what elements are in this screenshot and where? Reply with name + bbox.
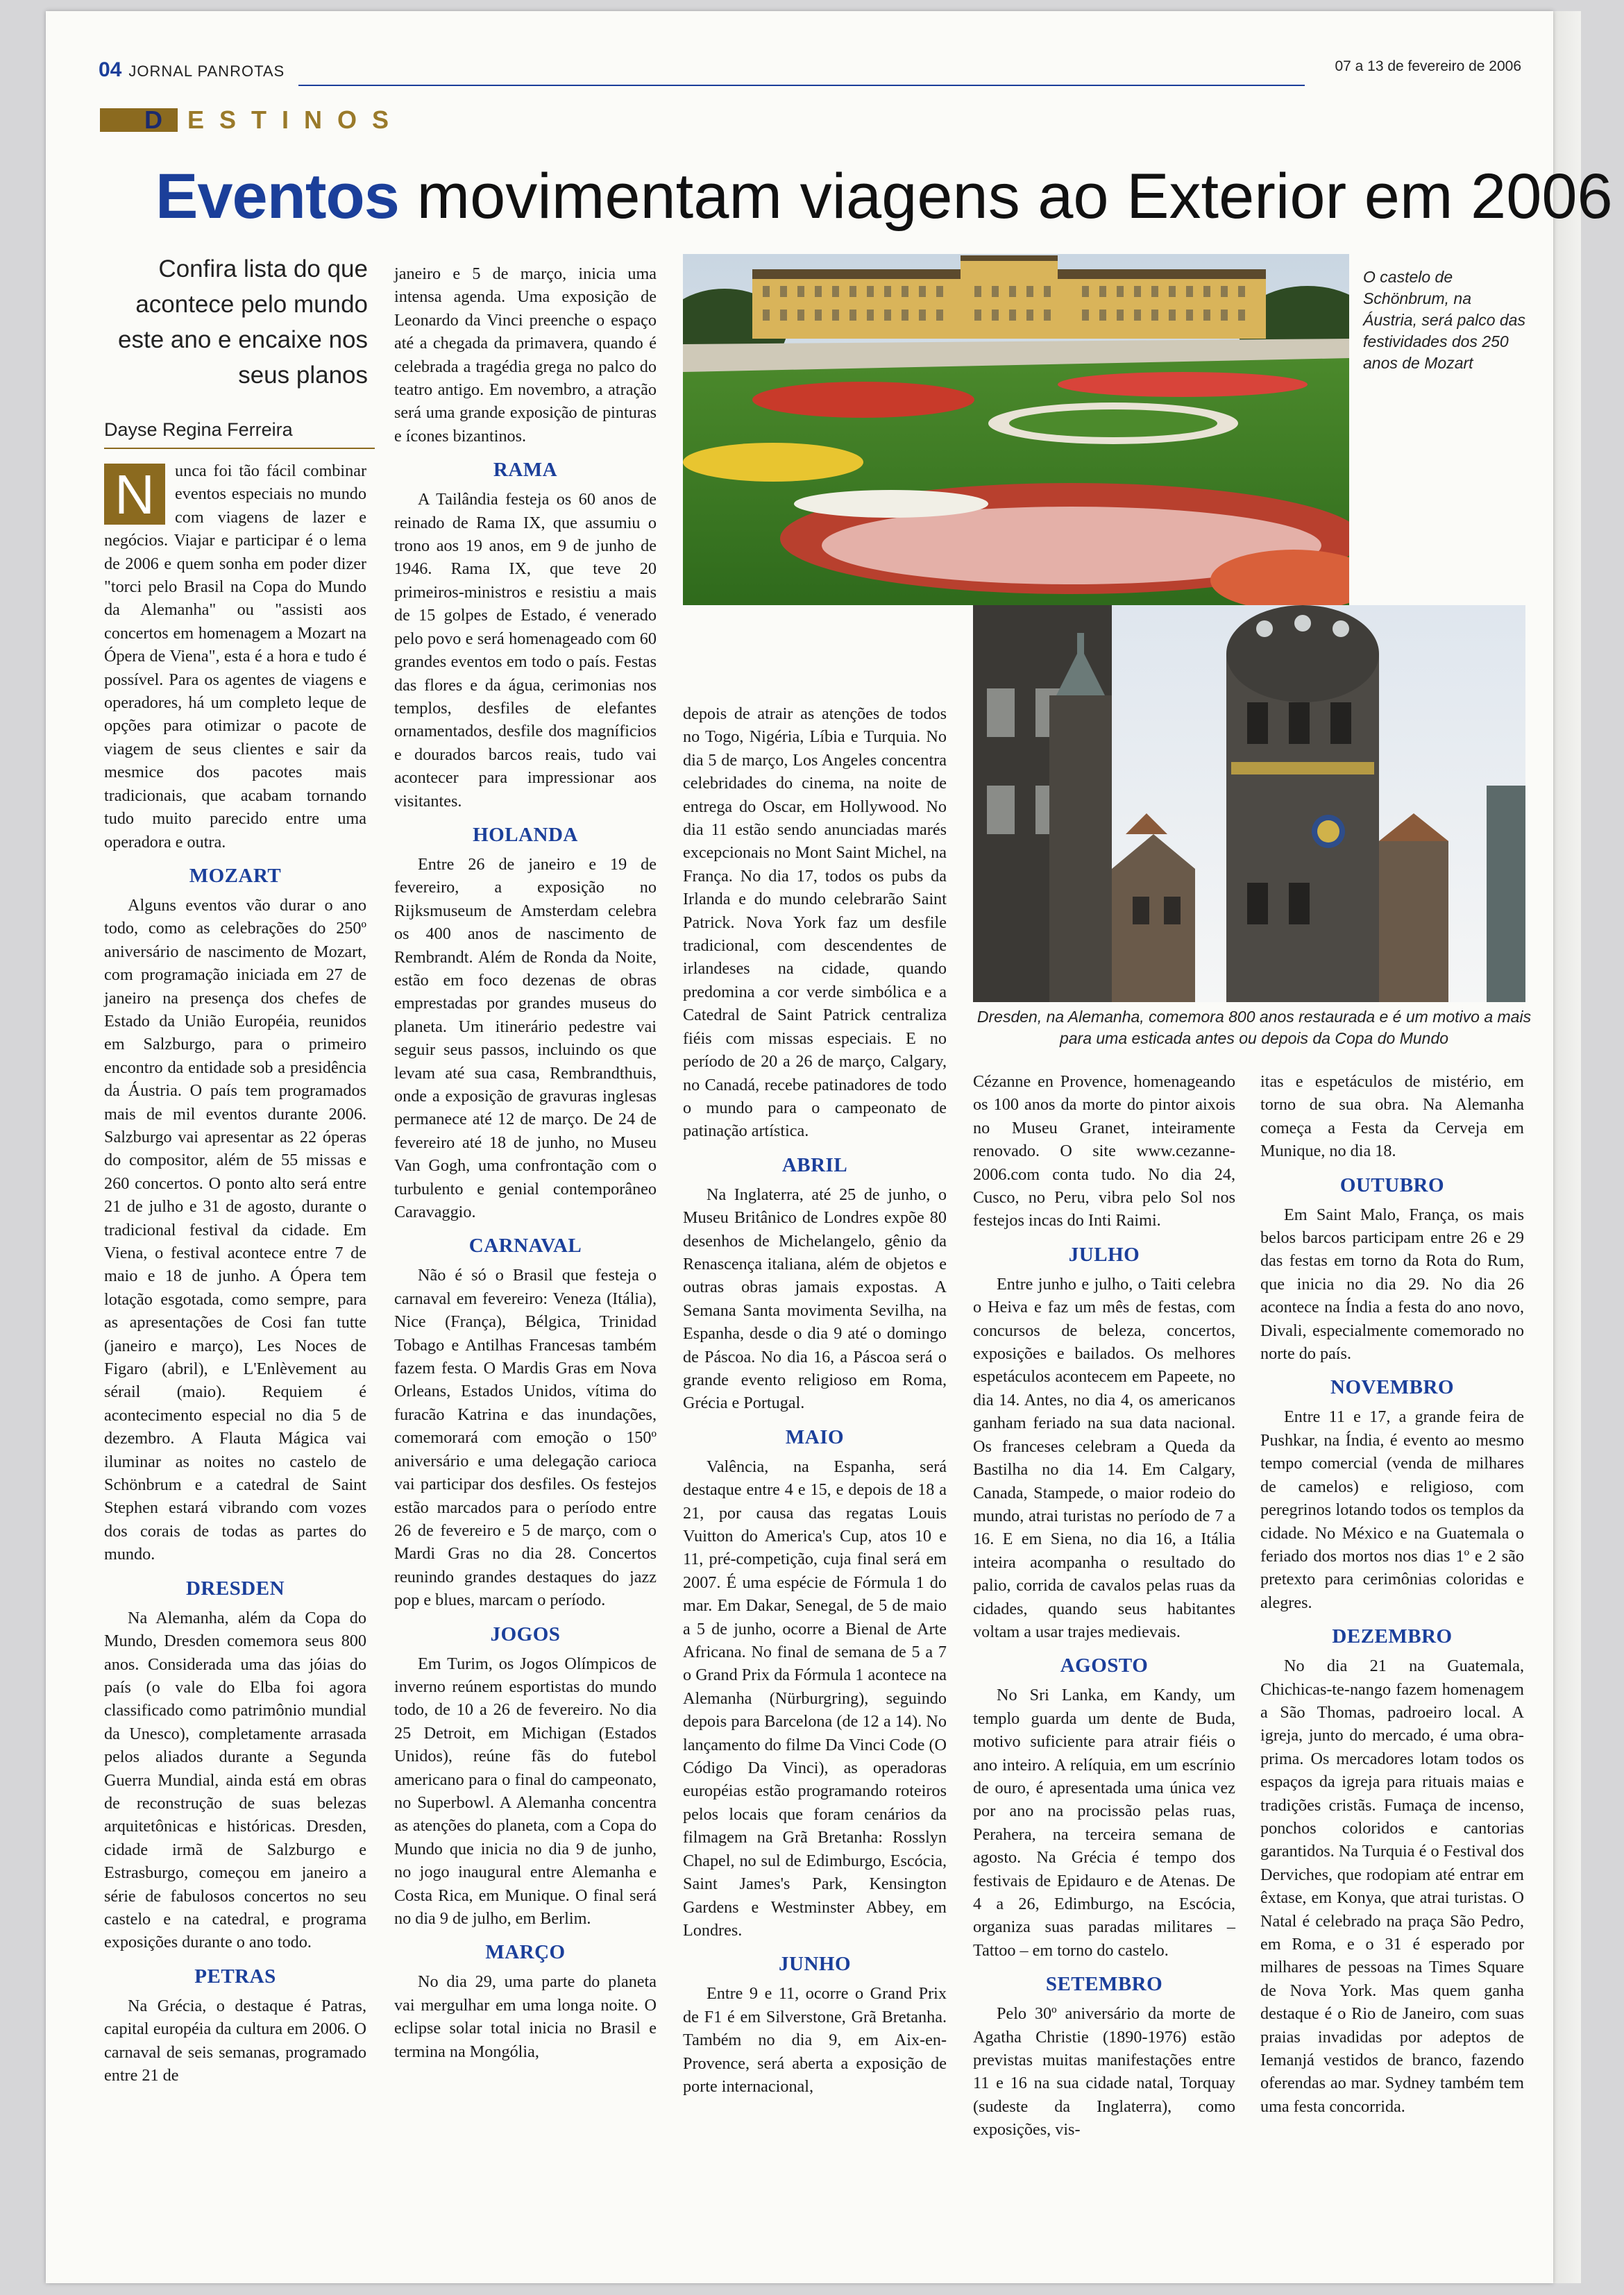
section-heading-outubro: OUTUBRO	[1339, 1174, 1445, 1196]
section-bar	[100, 108, 144, 132]
headline-rest: movimentam viagens ao Exterior em 2006	[416, 161, 1613, 232]
byline: Dayse Regina Ferreira	[104, 419, 375, 449]
column-3	[683, 702, 947, 2098]
section-heading-setembro: SETEMBRO	[1045, 1973, 1163, 1996]
paragraph-junho: Entre 9 e 11, ocorre o Grand Prix de F1 é em Silverstone, Grã Bretanha. Também no dia 9, em Aix-en-Provence, será aberta a exposição de porte internacional,	[683, 1984, 947, 2096]
paragraph-novembro: Entre 11 e 17, a grande feira de Pushkar, na Índia, é evento ao mesmo tempo comercial (venda de milhares de camelos) e religioso, com peregrinos lotando todos os templos da cidade. No México e na Guatemala o feriado dos mortos nos dias 1º e 2 são pretexto para cerimônias coloridas e alegres.	[1260, 1407, 1524, 1612]
paragraph-maio: Valência, na Espanha, será destaque entre 4 e 15, e depois de 18 a 21, por causa das regatas Louis Vuitton do America's Cup, atos 10 e 11, pré-competição, cuja final será em 2007. É uma espécie de Fórmula 1 do mar. Em Dakar, Senegal, de 5 de maio a 5 de junho, ocorre a Bienal de Arte Africana. No final de semana de 5 a 7 o Grand Prix da Fórmula 1 acontece na Alemanha (Nürburgring), seguindo depois para Barcelona (de 12 a 14). No lançamento do filme Da Vinci Code (O Código Da Vinci), as operadoras européias estão programando roteiros pelos locais que foram cenários da filmagem na Grã Bretanha: Rosslyn Chapel, no sul de Edimburgo, Escócia, Saint James's Park, Kensington Gardens e Westminster Abbey, em Londres.	[683, 1457, 947, 1940]
section-heading-jogos: JOGOS	[490, 1623, 561, 1645]
section-heading-rama: RAMA	[493, 459, 558, 482]
column-4	[973, 1070, 1235, 2142]
paragraph-petras-cont: janeiro e 5 de março, inicia uma intensa agenda. Uma exposição de Leonardo da Vinci preenche o espaço até a chegada da primavera, quando é celebrada a tragédia grega no palco do teatro antigo. Em novembro, a atração será uma grande exposição de pinturas e ícones bizantinos.	[394, 264, 657, 446]
headline	[155, 158, 1613, 242]
paragraph-marco: No dia 29, uma parte do planeta vai mergulhar em uma longa noite. O eclipse solar total inicia no Brasil e termina na Mongólia,	[394, 1972, 657, 2061]
paragraph-julho: Entre junho e julho, o Taiti celebra o Heiva e faz um mês de festas, com concursos de beleza, concertos, exposições e bailados. Os melhores espetáculos acontecem em Papeete, no dia 14. Antes, no dia 4, os americanos ganham feriado na sua data nacional. Os franceses celebram a Queda da Bastilha no dia 14. Em Calgary, Canada, Stampede, o maior rodeio do mundo, atrai turistas no período de 7 a 16. E em Siena, no dia 16, a Itália inteira acompanha o resultado do palio, corrida de cavalos pelas ruas da cidades, quando seus habitantes voltam a usar trajes medievais.	[973, 1274, 1235, 1641]
issue-date: 07 a 13 de fevereiro de 2006	[1335, 58, 1521, 74]
paragraph-jogos: Em Turim, os Jogos Olímpicos de inverno reúnem esportistas do mundo todo, de 10 a 26 de fevereiro. No dia 25 Detroit, em Michigan (Estados Unidos), reúne fãs do futebol americano para o final do campeonato, no Superbowl. A Alemanha concentra as atenções do planeta, com a Copa do Mundo que inicia no dia 9 de junho, no jogo inaugural entre Alemanha e Costa Rica, em Munique. O final será no dia 9 de julho, em Berlim.	[394, 1654, 657, 1928]
paragraph-rama: A Tailândia festeja os 60 anos de reinado de Rama IX, que assumiu o trono aos 19 anos, em 9 de junho de 1946. Rama IX, que teve 20 primeiros-ministros e resistiu a mais de 15 golpes de Estado, é venerado pelo povo e será homenageado com 60 grandes eventos em todo o país. Festas das flores e da água, cerimonias nos templos, desfiles de elefantes ornamentados, desfile dos magníficios e dourados barcos reais, tudo vai acontecer para impressionar aos visitantes.	[394, 490, 657, 811]
section-first-letter: D	[144, 108, 178, 132]
paragraph-dezembro: No dia 21 na Guatemala, Chichicas-te-nango fazem homenagem a São Thomas, padroeiro local. A igreja, junto do mercado, é uma obra-prima. Os mercadores lotam todos os espaços da igreja para rituais maias e tradições cristãs. Fumaça de incenso, ponchos coloridos e cantorias garantidos. Na Turquia é o Festival dos Derviches, que rodopiam até entrar em êxtase, em Konya, que atrai turistas. O Natal é celebrado na praça São Pedro, em Roma, e o 31 é esperado por milhares de pessoas na Times Square de Nova York. Mas quem ganha destaque é o Rio de Janeiro, com suas praias invadidas por adeptos de Iemanjá vestidos de branco, fazendo oferendas ao mar. Sydney também tem uma festa concorrida.	[1260, 1657, 1524, 2116]
section-heading-maio: MAIO	[785, 1425, 845, 1448]
paragraph-outubro: Em Saint Malo, França, os mais belos barcos participam entre 26 e 29 das festas em torno da Rota do Rum, que inicia no dia 29. No dia 26 acontece na Índia a festa do ano novo, Divali, especialmente comemorado no norte do país.	[1260, 1205, 1524, 1364]
section-heading-dresden: DRESDEN	[185, 1577, 285, 1600]
schonbrunn-caption: O castelo de Schönbrum, na Áustria, será palco das festividades dos 250 anos de Mozart	[1363, 268, 1525, 372]
section-heading-dezembro: DEZEMBRO	[1332, 1625, 1453, 1648]
paragraph-carnaval: Não é só o Brasil que festeja o carnaval em fevereiro: Veneza (Itália), Nice (França), Bélgica, Trinidad Tobago e Antilhas Francesas também fazem festa. O Mardis Gras em Nova Orleans, Estados Unidos, vítima do furacão Katrina e das inundações, comemorará com emoção o 150º aniversário e uma delegação carioca vai participar dos desfiles. Os festejos estão marcados para o período entre 26 de fevereiro e 5 de março, com o Mardi Gras no dia 28. Concertos reunindo grandes destaques do jazz pop e blues, marcam o período.	[394, 1266, 657, 1610]
column-1	[104, 459, 366, 2087]
section-heading-mozart: MOZART	[189, 864, 282, 887]
paragraph-petras: Na Grécia, o destaque é Patras, capital européia da cultura em 2006. O carnaval de seis semanas, programado entre 21 de	[104, 1996, 366, 2085]
dresden-caption: Dresden, na Alemanha, comemora 800 anos restaurada e é um motivo a mais para uma esticada antes ou depois da Copa do Mundo	[976, 1008, 1532, 1047]
paragraph-junho-cont: Cézanne en Provence, homenageando os 100 anos da morte do pintor aixois no Museu Granet, inteiramente renovado. O site www.cezanne-2006.com conta tudo. No dia 24, Cusco, no Peru, vibra pelo Sol nos festejos incas do Inti Raimi.	[973, 1072, 1235, 1230]
paragraph-marco-cont: depois de atrair as atenções de todos no Togo, Nigéria, Líbia e Turquia. No dia 5 de março, Los Angeles concentra celebridades do cinema, na noite de entrega do Oscar, em Hollywood. No dia 11 estão sendo anunciadas marés excepcionais no Mont Saint Michel, na França. No dia 17, todos os pubs da Irlanda e do mundo celebrarão Saint Patrick. Nova York faz um desfile tradicional, com descendentes de irlandeses na cidade, quando predomina a cor verde simbólica e a Catedral de Saint Patrick centraliza fiéis com missas especiais. E no período de 20 a 26 de março, Calgary, no Canadá, recebe patinadores de todo o mundo para o campeonato de patinação artística.	[683, 704, 947, 1141]
section-heading-agosto: AGOSTO	[1060, 1654, 1149, 1677]
running-header	[99, 58, 285, 97]
section-heading-abril: ABRIL	[781, 1153, 848, 1176]
paragraph-setembro: Pelo 30º aniversário da morte de Agatha Christie (1890-1976) estão previstas muitas manifestações entre 11 e 16 na sua cidade natal, Torquay (sudeste da Inglaterra), como exposições, vis-	[973, 2004, 1235, 2140]
paragraph-agosto: No Sri Lanka, em Kandy, um templo guarda um dente de Buda, motivo suficiente para atrair fiéis o ano inteiro. A relíquia, em um escrínio de ouro, é apresentada uma única vez por ano na procissão pelas ruas, Perahera, na terceira semana de agosto. Na Grécia é tempo dos festivais de Epidauro e de Atenas. De 4 a 26, Edimburgo, na Escócia, organiza suas paradas militares – Tattoo – em torno do castelo.	[973, 1686, 1235, 1960]
section-heading-julho: JULHO	[1068, 1243, 1140, 1266]
section-heading-marco: MARÇO	[485, 1941, 566, 1964]
paragraph-holanda: Entre 26 de janeiro e 19 de fevereiro, a exposição no Rijksmuseum de Amsterdam celebra os 400 anos de nascimento de Rembrandt. Além de Ronda da Noite, estão em foco dezenas de obras emprestadas por grandes museus do planeta. Um itinerário pedestre vai seguir seus passos, incluindo os que levam até sua casa, Rembrandthuis, onde a exposição de gravuras inglesas permanece até 12 de março. De 24 de fevereiro até 18 de junho, no Museu Van Gogh, uma confrontação com o turbulento e genial contemporâneo Caravaggio.	[394, 854, 657, 1222]
section-heading-junho: JUNHO	[779, 1953, 851, 1976]
journal-name: JORNAL PANROTAS	[128, 62, 285, 80]
intro-paragraph: unca foi tão fácil combinar eventos especiais no mundo com viagens de lazer e negócios. Viajar e participar é o lema de 2006 e quem sonha em poder dizer "torci pelo Brasil na Copa do Mundo da Alemanha" ou "assisti aos concertos em homenagem a Mozart na Ópera de Viena", esta é a hora e tudo é possível. Para os agentes de viagens e operadores, há um completo leque de opções para otimizar o pacote de viagem de seus clientes e sair da mesmice dos pacotes mais tradicionais, que acabam tornando tudo muito parecido entre uma operadora e outra.	[104, 461, 366, 852]
section-label	[100, 104, 404, 136]
paragraph-dresden: Na Alemanha, além da Copa do Mundo, Dresden comemora seus 800 anos. Considerada uma das jóias do país (o vale do Elba foi agora classificado como patrimônio mundial da Unesco), completamente arrasada pelos aliados durante a Segunda Guerra Mundial, ainda está em obras de reconstrução de suas belezas arquitetônicas e históricas. Dresden, cidade irmã de Salzburgo e Estrasburgo, começou em janeiro a série de fabulosos concertos no seu castelo e na catedral, e programa exposições durante o ano todo.	[104, 1608, 366, 1952]
paper-edge	[1553, 11, 1581, 2283]
deck: Confira lista do que acontece pelo mundo este ano e encaixe nos seus planos	[118, 255, 368, 389]
page-number: 04	[99, 58, 122, 81]
dresden-illustration	[973, 605, 1525, 1002]
section-heading-petras: PETRAS	[194, 1965, 276, 1988]
paragraph-abril: Na Inglaterra, até 25 de junho, o Museu Britânico de Londres expõe 80 desenhos de Michelangelo, gênio da Renascença italiana, além de objetos e outras obras jamais expostas. A Semana Santa movimenta Sevilha, na Espanha, desde o dia 9 até o domingo de Páscoa. No dia 16, a Páscoa será o grande evento religioso em Roma, Grécia e Portugal.	[683, 1185, 947, 1413]
section-name: ESTINOS	[187, 105, 405, 134]
column-2	[394, 262, 657, 2063]
section-heading-carnaval: CARNAVAL	[468, 1235, 582, 1257]
paragraph-mozart: Alguns eventos vão durar o ano todo, como as celebrações do 250º aniversário de nascimento de Mozart, com programação iniciada em 27 de janeiro na presença dos chefes de Estado da União Européia, reunidos em Salzburgo, para o primeiro encontro da entidade sob a presidência da Áustria. O país tem programados mais de mil eventos durante 2006. Salzburgo vai apresentar as 22 óperas do compositor, além de 55 missas e 260 concertos. O ponto alto será entre 21 de julho e 31 de agosto, durante o tradicional festival da cidade. Em Viena, o festival acontece entre 7 de maio e 18 de junho. A Ópera tem lotação esgotada, como sempre, para as apresentações de Cosi fan tutte (janeiro e março), Les Noces de Figaro (abril), e L'Enlèvement au sérail (maio). Requiem é acontecimento especial no dia 5 de dezembro. A Flauta Mágica vai iluminar as noites no castelo de Schönbrum e a catedral de Saint Stephen estará vibrando com vozes dos corais de todas as partes do mundo.	[104, 895, 366, 1564]
drop-cap: N	[104, 464, 165, 525]
column-5	[1260, 1070, 1524, 2118]
paragraph-setembro-cont: itas e espetáculos de mistério, em torno de sua obra. Na Alemanha começa a Festa da Cerveja em Munique, no dia 18.	[1260, 1072, 1524, 1161]
section-heading-holanda: HOLANDA	[473, 823, 578, 846]
dresden-photo	[973, 605, 1525, 1002]
header-rule	[298, 85, 1305, 86]
schonbrunn-photo	[683, 254, 1349, 605]
headline-accent: Eventos	[155, 161, 399, 232]
section-heading-novembro: NOVEMBRO	[1330, 1376, 1454, 1399]
schonbrunn-illustration	[683, 254, 1349, 605]
